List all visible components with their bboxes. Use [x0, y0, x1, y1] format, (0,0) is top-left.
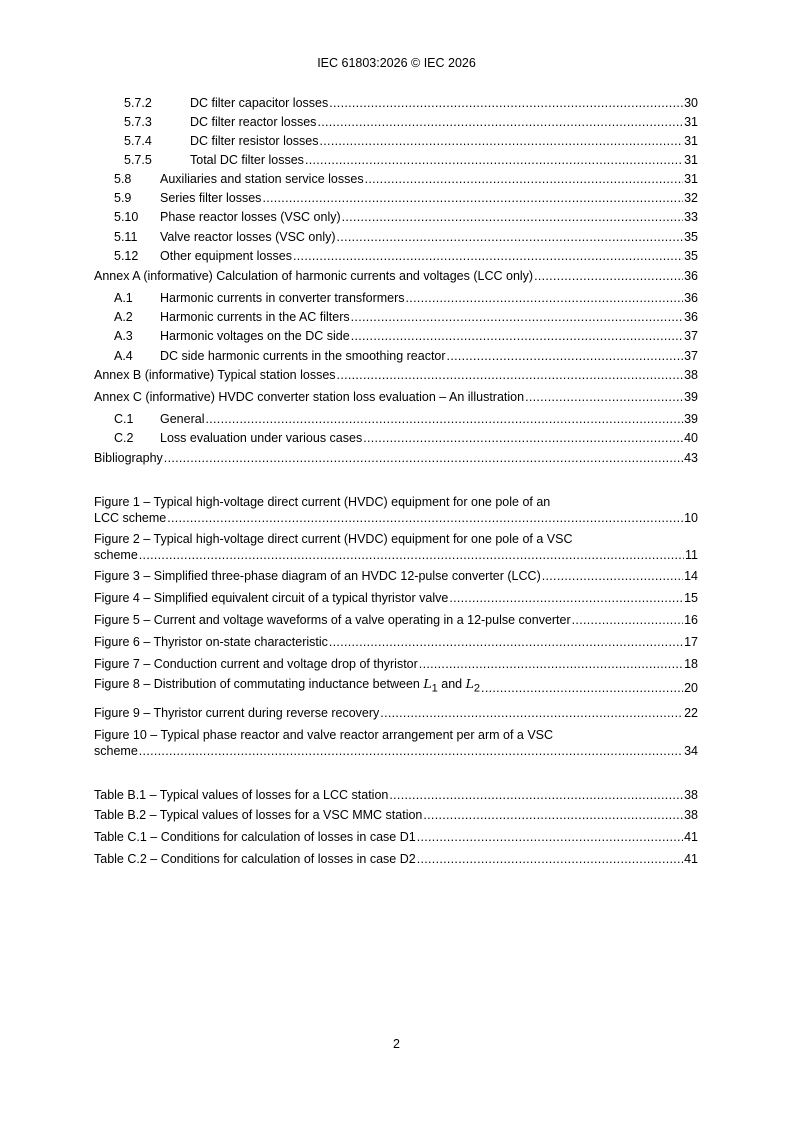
toc-number: 5.10	[114, 210, 139, 224]
figure-page: 17	[684, 635, 698, 649]
toc-number: A.1	[114, 291, 133, 305]
toc-page: 40	[684, 431, 698, 445]
figure-entry[interactable]	[94, 612, 698, 628]
toc-entry[interactable]	[94, 190, 698, 206]
toc-title: Series filter losses	[160, 191, 262, 205]
leader-dots	[351, 328, 683, 344]
toc-entry[interactable]	[94, 328, 698, 344]
toc-page: 37	[684, 349, 698, 363]
figure-title-line2: scheme	[94, 548, 138, 562]
toc-title: Bibliography	[94, 451, 163, 465]
leader-dots	[329, 95, 683, 111]
figure-entry[interactable]	[94, 494, 698, 526]
toc-page: 36	[684, 310, 698, 324]
toc-page: 35	[684, 230, 698, 244]
inductance-symbol: $L_2$	[465, 675, 481, 694]
toc-page: 35	[684, 249, 698, 263]
table-title: Table B.2 – Typical values of losses for a VSC MMC station	[94, 808, 423, 822]
leader-dots	[164, 450, 683, 466]
toc-title: Harmonic voltages on the DC side	[160, 329, 350, 343]
toc-number: C.1	[114, 412, 134, 426]
toc-page: 31	[684, 134, 698, 148]
figure-title: Figure 4 – Simplified equivalent circuit of a typical thyristor valve	[94, 591, 449, 605]
toc-number: 5.9	[114, 191, 132, 205]
leader-dots	[337, 367, 684, 383]
toc-title: Phase reactor losses (VSC only)	[160, 210, 341, 224]
toc-number: A.4	[114, 349, 133, 363]
toc-entry[interactable]	[94, 152, 698, 168]
figure-title: Figure 6 – Thyristor on-state characteristic	[94, 635, 328, 649]
leader-dots	[342, 209, 683, 225]
leader-dots	[365, 171, 684, 187]
toc-title: DC filter capacitor losses	[190, 96, 329, 110]
figure-entry[interactable]	[94, 656, 698, 672]
toc-title: DC filter reactor losses	[190, 115, 317, 129]
toc-entry[interactable]	[94, 309, 698, 325]
leader-dots	[167, 510, 683, 526]
table-entry[interactable]	[94, 829, 698, 845]
toc-page: 33	[684, 210, 698, 224]
figure-title: Figure 5 – Current and voltage waveforms of a valve operating in a 12-pulse converter	[94, 613, 571, 627]
table-page: 38	[684, 808, 698, 822]
figure-entry[interactable]	[94, 634, 698, 650]
figure-title-line2: LCC scheme	[94, 511, 167, 525]
toc-page: 30	[684, 96, 698, 110]
toc-title: Annex C (informative) HVDC converter station loss evaluation – An illustration	[94, 390, 525, 404]
toc-number: A.2	[114, 310, 133, 324]
toc-entry[interactable]	[94, 248, 698, 264]
table-page: 38	[684, 788, 698, 802]
figure-title: Figure 7 – Conduction current and voltage drop of thyristor	[94, 657, 418, 671]
leader-dots	[525, 389, 683, 405]
toc-entry[interactable]	[94, 114, 698, 130]
figure-entry[interactable]	[94, 727, 698, 759]
table-title: Table B.1 – Typical values of losses for a LCC station	[94, 788, 389, 802]
figure-entry[interactable]	[94, 675, 698, 696]
toc-page: 31	[684, 172, 698, 186]
figure-page: 10	[684, 511, 698, 525]
leader-dots	[534, 268, 683, 284]
leader-dots	[305, 152, 683, 168]
toc-number: A.3	[114, 329, 133, 343]
toc-page: 39	[684, 390, 698, 404]
figure-entry[interactable]	[94, 568, 698, 584]
table-title: Table C.2 – Conditions for calculation of losses in case D2	[94, 852, 416, 866]
figure-title-text: Figure 8 – Distribution of commutating inductance between	[94, 676, 424, 691]
leader-dots	[293, 248, 683, 264]
figure-page: 22	[684, 706, 698, 720]
figure-title: Figure 3 – Simplified three-phase diagram of an HVDC 12-pulse converter (LCC)	[94, 569, 541, 583]
inductance-symbol: $L_1$	[423, 675, 438, 694]
table-page: 41	[684, 830, 698, 844]
page-number: 2	[393, 1037, 400, 1051]
table-entry[interactable]	[94, 787, 698, 803]
figure-page: 15	[684, 591, 698, 605]
toc-entry-annex-c[interactable]	[94, 389, 698, 405]
figure-title: Figure 8 – Distribution of commutating inductance between $L_1$ and $L_2$	[94, 675, 481, 694]
table-entry[interactable]	[94, 851, 698, 867]
toc-page: 38	[684, 368, 698, 382]
toc-number: C.2	[114, 431, 134, 445]
leader-dots	[417, 851, 683, 867]
toc-page: 37	[684, 329, 698, 343]
figure-page: 14	[684, 569, 698, 583]
toc-title: General	[160, 412, 205, 426]
table-page: 41	[684, 852, 698, 866]
figure-page: 20	[684, 681, 698, 695]
leader-dots	[419, 656, 683, 672]
page-header: IEC 61803:2026 © IEC 2026	[317, 56, 476, 70]
toc-title: Total DC filter losses	[190, 153, 304, 167]
toc-page: 31	[684, 153, 698, 167]
toc-number: 5.12	[114, 249, 139, 263]
toc-entry[interactable]	[94, 95, 698, 111]
toc-entry[interactable]	[94, 430, 698, 446]
leader-dots	[139, 547, 684, 563]
toc-entry[interactable]	[94, 290, 698, 306]
leader-dots	[423, 807, 683, 823]
toc-title: Harmonic currents in the AC filters	[160, 310, 350, 324]
toc-entry[interactable]	[94, 209, 698, 225]
figure-entry[interactable]	[94, 705, 698, 721]
toc-entry[interactable]	[94, 411, 698, 427]
figure-title: Figure 9 – Thyristor current during reverse recovery	[94, 706, 380, 720]
figure-title-line2: scheme	[94, 744, 138, 758]
leader-dots	[406, 290, 684, 306]
toc-entry[interactable]	[94, 348, 698, 364]
toc-title: Annex B (informative) Typical station losses	[94, 368, 336, 382]
toc-title: Annex A (informative) Calculation of harmonic currents and voltages (LCC only)	[94, 269, 534, 283]
toc-number: 5.7.4	[124, 134, 152, 148]
toc-number: 5.11	[114, 230, 138, 244]
leader-dots	[481, 680, 683, 696]
leader-dots	[320, 133, 684, 149]
toc-number: 5.7.2	[124, 96, 152, 110]
toc-number: 5.7.5	[124, 153, 152, 167]
toc-title: Loss evaluation under various cases	[160, 431, 363, 445]
figure-page: 18	[684, 657, 698, 671]
toc-page: 32	[684, 191, 698, 205]
table-title: Table C.1 – Conditions for calculation of losses in case D1	[94, 830, 416, 844]
toc-number: 5.8	[114, 172, 132, 186]
leader-dots	[351, 309, 683, 325]
leader-dots	[449, 590, 683, 606]
figure-page: 34	[684, 744, 698, 758]
figure-page: 11	[685, 548, 698, 562]
toc-entry-bibliography[interactable]	[94, 450, 698, 466]
leader-dots	[572, 612, 683, 628]
toc-number: 5.7.3	[124, 115, 152, 129]
toc-title: Valve reactor losses (VSC only)	[160, 230, 336, 244]
leader-dots	[205, 411, 683, 427]
toc-entry[interactable]	[94, 133, 698, 149]
toc-page: 39	[684, 412, 698, 426]
leader-dots	[389, 787, 683, 803]
leader-dots	[447, 348, 684, 364]
leader-dots	[317, 114, 683, 130]
leader-dots	[262, 190, 683, 206]
figure-page: 16	[684, 613, 698, 627]
toc-page: 36	[684, 269, 698, 283]
leader-dots	[380, 705, 683, 721]
figure-entry[interactable]	[94, 590, 698, 606]
figure-entry[interactable]	[94, 531, 698, 563]
leader-dots	[542, 568, 683, 584]
toc-entry[interactable]	[94, 229, 698, 245]
toc-entry-annex-a[interactable]	[94, 268, 698, 284]
leader-dots	[329, 634, 683, 650]
figure-title-line1: Figure 2 – Typical high-voltage direct current (HVDC) equipment for one pole of a VSC	[94, 532, 573, 546]
leader-dots	[417, 829, 683, 845]
toc-title: DC side harmonic currents in the smoothing reactor	[160, 349, 446, 363]
toc-page: 31	[684, 115, 698, 129]
leader-dots	[337, 229, 684, 245]
toc-entry-annex-b[interactable]	[94, 367, 698, 383]
figure-title-line1: Figure 1 – Typical high-voltage direct current (HVDC) equipment for one pole of an	[94, 495, 551, 509]
leader-dots	[363, 430, 683, 446]
toc-title: DC filter resistor losses	[190, 134, 319, 148]
toc-entry[interactable]	[94, 171, 698, 187]
toc-title: Harmonic currents in converter transformers	[160, 291, 405, 305]
toc-title: Auxiliaries and station service losses	[160, 172, 364, 186]
toc-page: 43	[684, 451, 698, 465]
table-entry[interactable]	[94, 807, 698, 823]
figure-title-line1: Figure 10 – Typical phase reactor and valve reactor arrangement per arm of a VSC	[94, 728, 554, 742]
leader-dots	[139, 743, 683, 759]
toc-page: 36	[684, 291, 698, 305]
toc-title: Other equipment losses	[160, 249, 293, 263]
